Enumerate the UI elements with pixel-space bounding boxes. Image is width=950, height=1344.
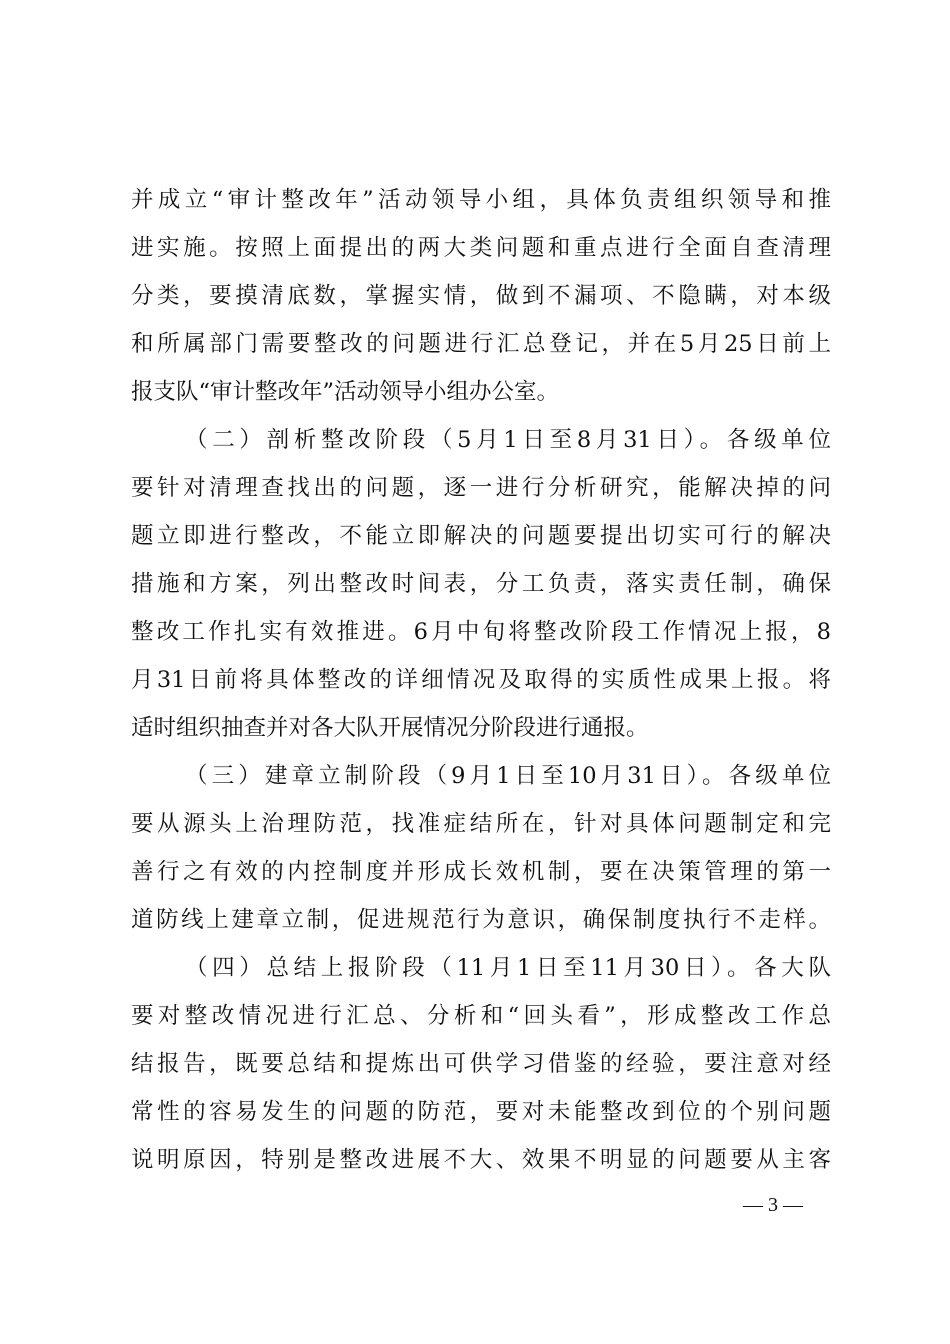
paragraph-heading-line: （四）总结上报阶段（11月1日至11月30日）。各大队 <box>185 955 831 981</box>
text-line: 要对整改情况进行汇总、分析和“回头看”，形成整改工作总 <box>131 1003 831 1029</box>
text-line: 结报告，既要总结和提炼出可供学习借鉴的经验，要注意对经 <box>131 1051 831 1077</box>
text-line: 要从源头上治理防范，找准症结所在，针对具体问题制定和完 <box>131 811 831 837</box>
text-line: 要针对清理查找出的问题，逐一进行分析研究，能解决掉的问 <box>131 475 831 501</box>
text-line: 常性的容易发生的问题的防范，要对未能整改到位的个别问题 <box>131 1099 831 1125</box>
text-line: 分类，要摸清底数，掌握实情，做到不漏项、不隐瞒，对本级 <box>131 283 831 309</box>
paragraph-heading-line: （三）建章立制阶段（9月1日至10月31日）。各级单位 <box>185 763 831 789</box>
text-line: 说明原因，特别是整改进展不大、效果不明显的问题要从主客 <box>131 1147 831 1173</box>
text-line: 进实施。按照上面提出的两大类问题和重点进行全面自查清理 <box>131 235 831 261</box>
text-line: 并成立“审计整改年”活动领导小组，具体负责组织领导和推 <box>131 187 831 213</box>
text-line: 题立即进行整改，不能立即解决的问题要提出切实可行的解决 <box>131 523 831 549</box>
text-line: 措施和方案，列出整改时间表，分工负责，落实责任制，确保 <box>131 571 831 597</box>
text-line: 和所属部门需要整改的问题进行汇总登记，并在5月25日前上 <box>131 331 831 357</box>
text-line: 善行之有效的内控制度并形成长效机制，要在决策管理的第一 <box>131 859 831 885</box>
text-line: 道防线上建章立制，促进规范行为意识，确保制度执行不走样。 <box>131 907 831 933</box>
text-line: 月31日前将具体整改的详细情况及取得的实质性成果上报。将 <box>131 667 831 693</box>
text-line: 报支队“审计整改年”活动领导小组办公室。 <box>131 379 560 405</box>
text-line: 适时组织抽查并对各大队开展情况分阶段进行通报。 <box>131 715 649 741</box>
page-number: — 3 — <box>743 1194 803 1216</box>
paragraph-heading-line: （二）剖析整改阶段（5月1日至8月31日）。各级单位 <box>185 427 831 453</box>
text-line: 整改工作扎实有效推进。6月中旬将整改阶段工作情况上报，8 <box>131 619 831 645</box>
